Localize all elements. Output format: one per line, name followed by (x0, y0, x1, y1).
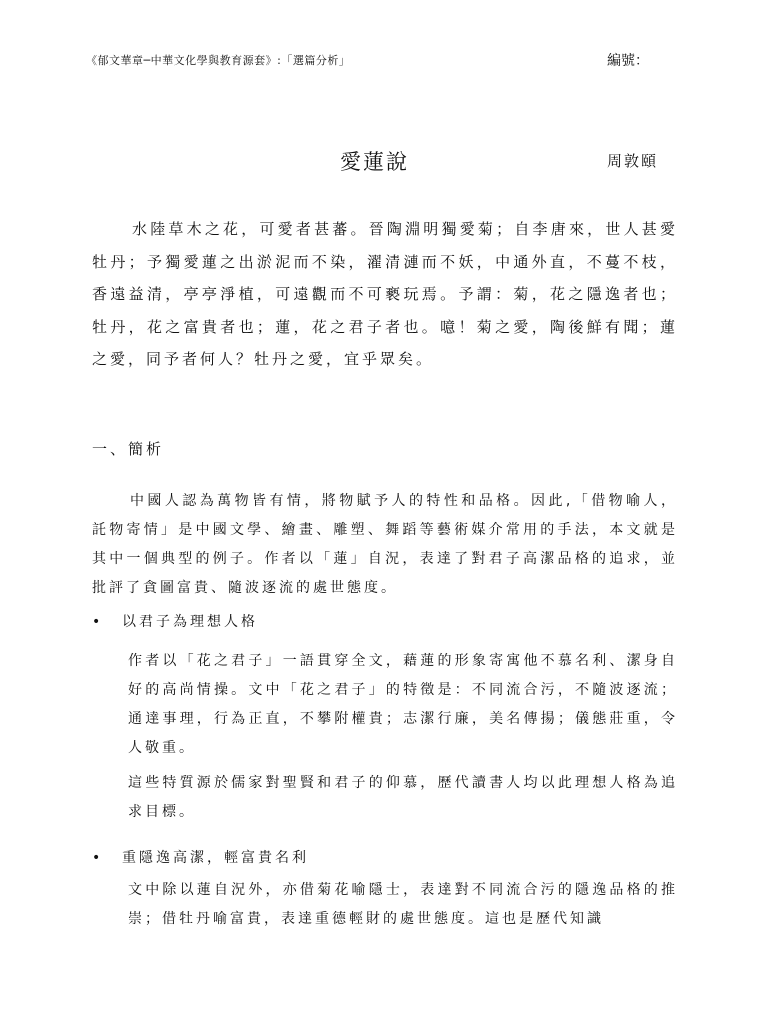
essay-title: 愛蓮說 (340, 150, 409, 174)
section-heading: 一、簡析 (92, 440, 165, 458)
bullet-paragraph (128, 647, 678, 763)
series-header: 《郁文華章─中華文化學與教育源套》:「選篇分析」 (86, 54, 351, 67)
bullet-icon: • (92, 614, 101, 630)
bullet-paragraph (128, 769, 678, 827)
document-number-label: 編號： (607, 53, 649, 69)
analysis-intro (92, 487, 678, 603)
bullet-paragraph (128, 876, 678, 939)
bullet-point-title (92, 611, 258, 631)
bullet-title-text: 重隱逸高潔，輕富貴名利 (122, 850, 309, 866)
essay-paragraph: 水陸草木之花，可愛者甚蕃。晉陶淵明獨愛菊；自李唐來，世人甚愛牡丹；予獨愛蓮之出淤泥而不染，濯清漣而不妖，中通外直，不蔓不枝，香遠益清，亭亭淨植，可遠觀而不可褻玩焉。予謂：菊，花之隱逸者也；牡丹，花之富貴者也；蓮，花之君子者也。噫！菊之愛，陶後鮮有聞；蓮之愛，同予者何人？牡丹之愛，宜乎眾矣。 (92, 220, 678, 368)
paragraph-text: 這些特質源於儒家對聖賢和君子的仰慕，歷代讀書人均以此理想人格為追求目標。 (128, 775, 678, 820)
essay-author: 周敦頤 (607, 152, 659, 170)
bullet-icon: • (92, 850, 101, 866)
bullet-title-text: 以君子為理想人格 (122, 614, 258, 630)
essay-body (92, 213, 678, 376)
paragraph-text: 文中除以蓮自況外，亦借菊花喻隱士，表達對不同流合污的隱逸品格的推崇；借牡丹喻富貴，表達重德輕財的處世態度。這也是歷代知識 (128, 882, 678, 927)
paragraph-text: 作者以「花之君子」一語貫穿全文，藉蓮的形象寄寓他不慕名利、潔身自好的高尚情操。文中「花之君子」的特徵是：不同流合污，不隨波逐流；通達事理，行為正直，不攀附權貴；志潔行廉，美名傳揚；儀態莊重，令人敬重。 (128, 653, 678, 756)
bullet-point-title (92, 847, 309, 867)
intro-paragraph: 中國人認為萬物皆有情，將物賦予人的特性和品格。因此,「借物喻人，託物寄情」是中國文學、繪畫、雕塑、舞蹈等藝術媒介常用的手法，本文就是其中一個典型的例子。作者以「蓮」自況，表達了對君子高潔品格的追求，並批評了貪圖富貴、隨波逐流的處世態度。 (92, 493, 678, 596)
